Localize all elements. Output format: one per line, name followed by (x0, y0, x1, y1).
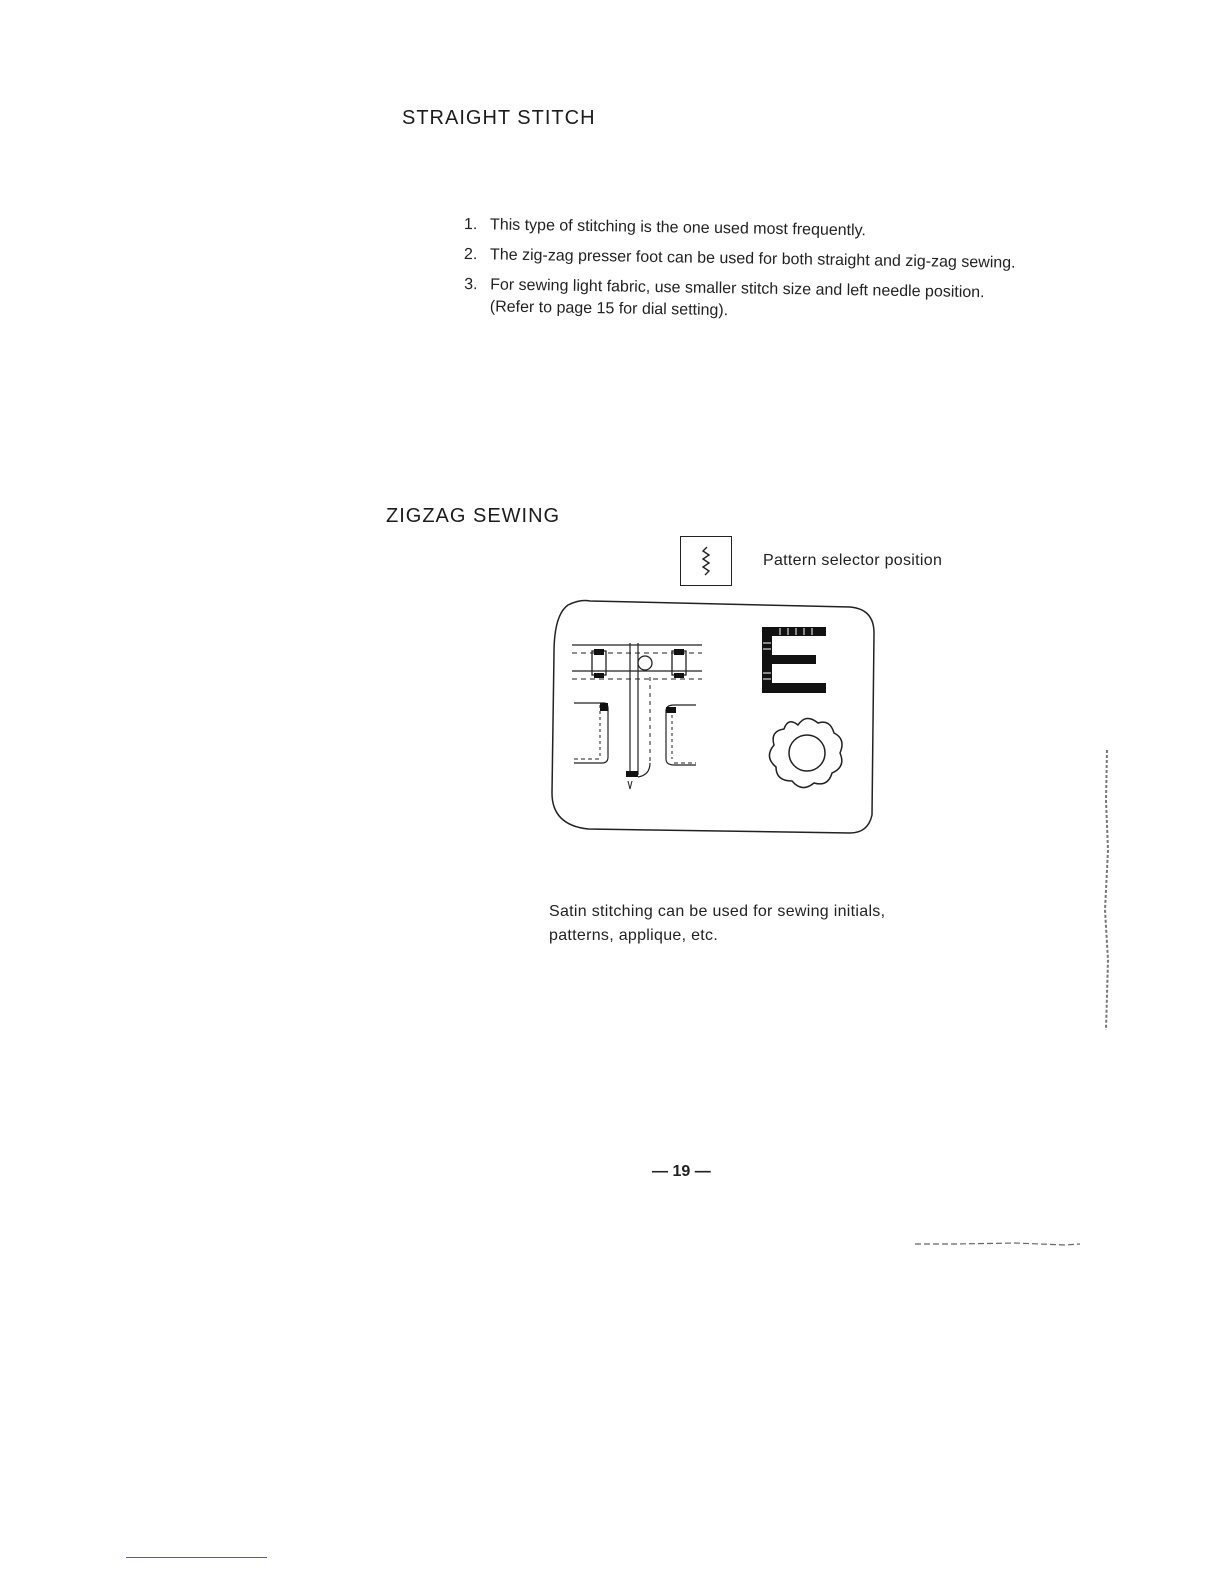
step-text: For sewing light fabric, use smaller stitch size and left needle position. (490, 276, 985, 302)
pattern-selector-label: Pattern selector position (763, 552, 943, 569)
step-text: The zig-zag presser foot can be used for both straight and zig-zag sewing. (489, 246, 1016, 272)
step-item (464, 244, 1084, 276)
caption-line: Satin stitching can be used for sewing initials, (549, 903, 886, 920)
satin-stitch-seam-icon (572, 643, 702, 789)
step-number: 1. (463, 216, 478, 234)
step-text-continued: (Refer to page 15 for dial setting). (489, 298, 729, 320)
bottom-rule (126, 1557, 267, 1558)
pattern-selector-box (680, 536, 732, 586)
satin-stitch-illustration (550, 593, 880, 838)
caption-line: patterns, applique, etc. (549, 927, 719, 944)
scan-edge-shadow (1100, 740, 1114, 1040)
step-item (464, 214, 1084, 246)
straight-stitch-steps (464, 214, 1084, 326)
satin-flower-icon (769, 718, 842, 787)
scan-streak (915, 1240, 1080, 1248)
zigzag-caption (549, 900, 969, 948)
page-number: — 19 — (652, 1163, 711, 1180)
zigzag-stitch-icon (681, 537, 731, 585)
zigzag-sewing-heading: ZIGZAG SEWING (386, 505, 561, 527)
step-number: 3. (464, 276, 478, 294)
step-number: 2. (463, 246, 478, 264)
step-item (464, 274, 1085, 328)
straight-stitch-heading: STRAIGHT STITCH (402, 107, 596, 129)
satin-letter-e-icon (762, 627, 826, 693)
step-text: This type of stitching is the one used most frequently. (489, 216, 866, 240)
